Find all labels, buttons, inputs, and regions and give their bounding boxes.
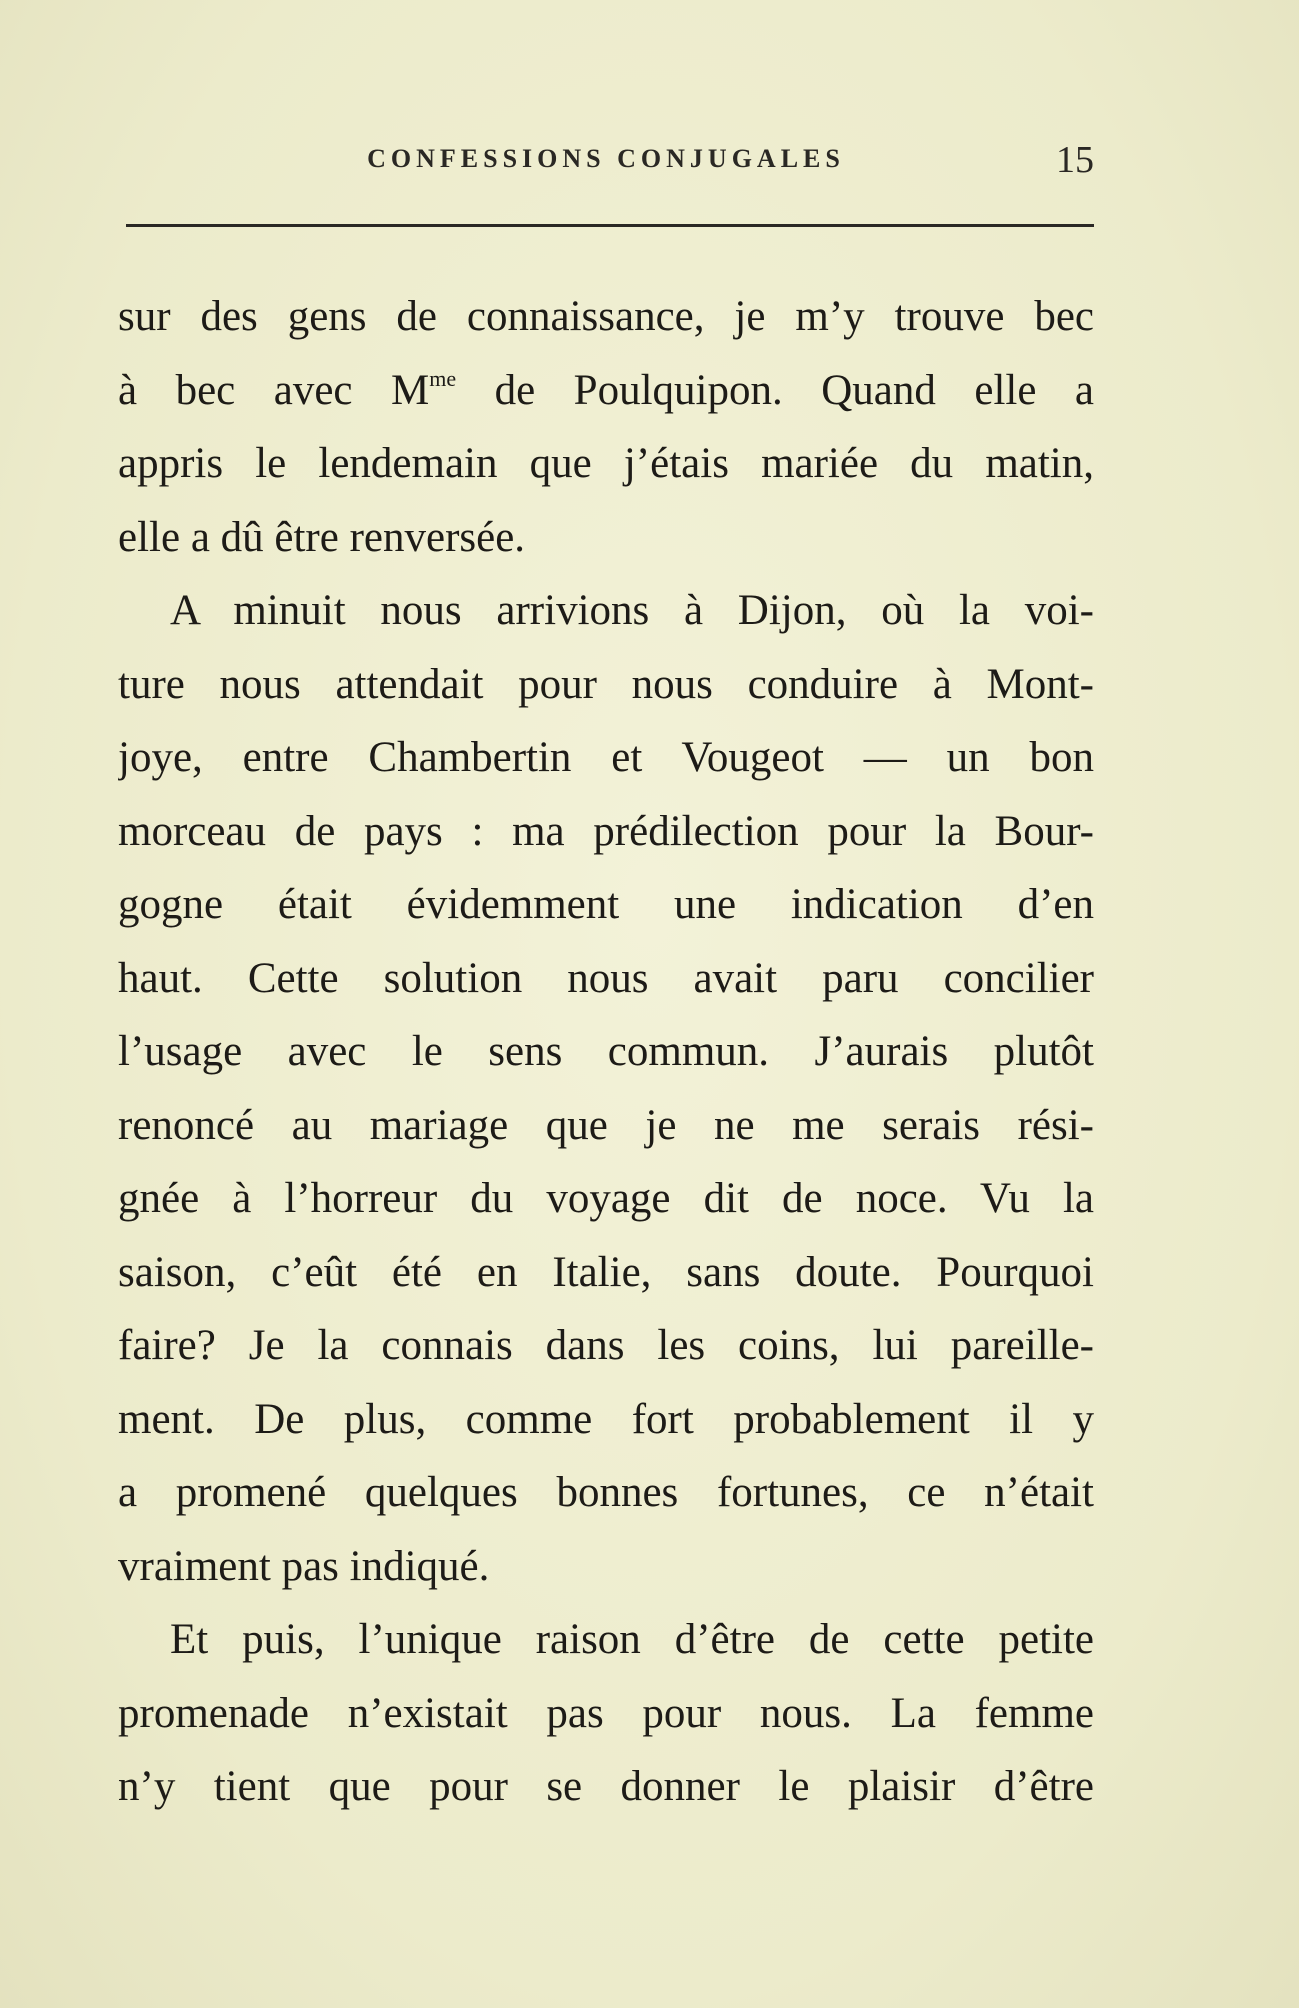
body-text bbox=[118, 280, 1094, 1824]
text-line bbox=[118, 354, 1094, 428]
superscript: me bbox=[429, 365, 457, 391]
text-line: ment. De plus, comme fort probablement il y bbox=[118, 1395, 1094, 1443]
text-line: haut. Cette solution nous avait paru concilier bbox=[118, 954, 1094, 1002]
text-line: morceau de pays : ma prédilection pour la Bour- bbox=[118, 807, 1094, 855]
paragraph-start-line: Et puis, l’unique raison d’être de cette petite bbox=[170, 1616, 1094, 1663]
text-segment: à bec avec M bbox=[118, 366, 430, 414]
page-number: 15 bbox=[1056, 139, 1094, 181]
paragraph-start-line: A minuit nous arrivions à Dijon, où la voi- bbox=[170, 587, 1094, 634]
paragraph-end-line: elle a dû être renversée. bbox=[118, 513, 526, 561]
paragraph-end-line: vraiment pas indiqué. bbox=[118, 1542, 490, 1590]
text-line: saison, c’eût été en Italie, sans doute. Pourquoi bbox=[118, 1248, 1094, 1296]
header-rule bbox=[126, 224, 1094, 227]
text-line: a promené quelques bonnes fortunes, ce n’était bbox=[118, 1469, 1094, 1516]
running-head bbox=[118, 138, 1094, 188]
text-line: promenade n’existait pas pour nous. La femme bbox=[118, 1689, 1094, 1737]
text-line: sur des gens de connaissance, je m’y trouve bec bbox=[118, 293, 1094, 340]
text-line: renoncé au mariage que je ne me serais rési- bbox=[118, 1101, 1094, 1149]
text-line: ture nous attendait pour nous conduire à Mont- bbox=[118, 660, 1094, 708]
text-segment: de Poulquipon. Quand elle a bbox=[456, 366, 1094, 414]
running-title: CONFESSIONS CONJUGALES bbox=[367, 144, 845, 173]
text-line: l’usage avec le sens commun. J’aurais plutôt bbox=[118, 1028, 1094, 1075]
text-line: joye, entre Chambertin et Vougeot — un bon bbox=[118, 734, 1094, 781]
text-line: gnée à l’horreur du voyage dit de noce. Vu la bbox=[118, 1175, 1094, 1222]
text-line: gogne était évidemment une indication d’en bbox=[118, 881, 1094, 928]
text-line: appris le lendemain que j’étais mariée du matin, bbox=[118, 440, 1094, 487]
text-line: n’y tient que pour se donner le plaisir d’être bbox=[118, 1763, 1094, 1810]
text-line: faire? Je la connais dans les coins, lui pareille- bbox=[118, 1322, 1094, 1369]
